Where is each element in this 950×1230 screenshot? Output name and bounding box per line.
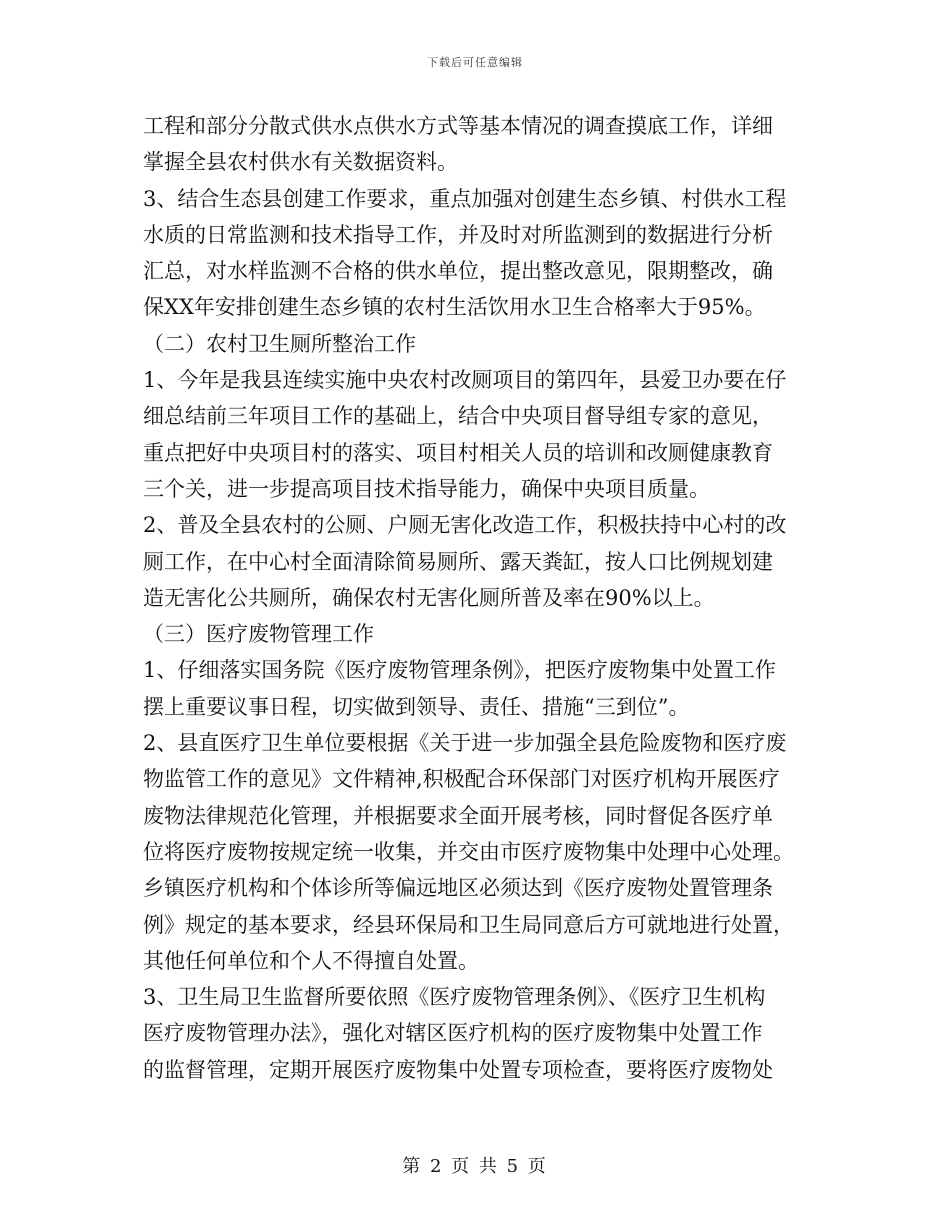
- body-line-3: 3、结合生态县创建工作要求，重点加强对创建生态乡镇、村供水工程: [143, 186, 787, 211]
- body-line-11: 三个关，进一步提高项目技术指导能力，确保中央项目质量。: [143, 476, 710, 501]
- page-header-note: 下载后可任意编辑: [427, 56, 523, 69]
- body-line-24: 其他任何单位和个人不得擅自处置。: [143, 948, 479, 973]
- document-body: [143, 112, 807, 1092]
- body-line-17: 摆上重要议事日程，切实做到领导、责任、措施“三到位”。: [143, 694, 690, 719]
- section-heading-3: （三）医疗废物管理工作: [143, 622, 374, 647]
- body-line-14: 造无害化公共厕所，确保农村无害化厕所普及率在90%以上。: [143, 585, 715, 610]
- body-line-27: 的监督管理，定期开展医疗废物集中处置专项检查，要将医疗废物处: [143, 1057, 773, 1082]
- section-heading-2: （二）农村卫生厕所整治工作: [143, 331, 416, 356]
- body-line-23: 例》规定的基本要求，经县环保局和卫生局同意后方可就地进行处置，: [143, 912, 794, 937]
- body-line-1: 工程和部分分散式供水点供水方式等基本情况的调查摸底工作，详细: [143, 114, 773, 138]
- body-line-18: 2、县直医疗卫生单位要根据《关于进一步加强全县危险废物和医疗废: [143, 731, 787, 756]
- body-line-12: 2、普及全县农村的公厕、户厕无害化改造工作，积极扶持中心村的改: [143, 513, 787, 538]
- body-line-26: 医疗废物管理办法》，强化对辖区医疗机构的医疗废物集中处置工作: [143, 1021, 763, 1046]
- body-line-21: 位将医疗废物按规定统一收集，并交由市医疗废物集中处理中心处理。: [143, 839, 794, 864]
- body-line-13: 厕工作，在中心村全面清除简易厕所、露天粪缸，按人口比例规划建: [143, 549, 773, 574]
- body-line-25: 3、卫生局卫生监督所要依照《医疗废物管理条例》、《医疗卫生机构: [143, 985, 766, 1010]
- body-line-16: 1、仔细落实国务院《医疗废物管理条例》，把医疗废物集中处置工作: [143, 658, 776, 683]
- body-line-10: 重点把好中央项目村的落实、项目村相关人员的培训和改厕健康教育: [143, 440, 773, 465]
- body-line-19: 物监管工作的意见》文件精神,积极配合环保部门对医疗机构开展医疗: [143, 767, 780, 792]
- body-line-22: 乡镇医疗机构和个体诊所等偏远地区必须达到《医疗废物处置管理条: [143, 876, 773, 901]
- body-line-20: 废物法律规范化管理，并根据要求全面开展考核，同时督促各医疗单: [143, 803, 773, 828]
- body-line-4: 水质的日常监测和技术指导工作，并及时对所监测到的数据进行分析: [143, 222, 773, 247]
- body-line-2: 掌握全县农村供水有关数据资料。: [143, 150, 458, 175]
- page-number: 第 2 页 共 5 页: [402, 1156, 548, 1177]
- body-line-8: 1、今年是我县连续实施中央农村改厕项目的第四年，县爱卫办要在仔: [143, 368, 787, 393]
- body-line-6: 保XX年安排创建生态乡镇的农村生活饮用水卫生合格率大于95%。: [143, 295, 766, 320]
- body-line-9: 细总结前三年项目工作的基础上，结合中央项目督导组专家的意见，: [143, 404, 773, 429]
- body-line-5: 汇总，对水样监测不合格的供水单位，提出整改意见，限期整改，确: [143, 259, 773, 284]
